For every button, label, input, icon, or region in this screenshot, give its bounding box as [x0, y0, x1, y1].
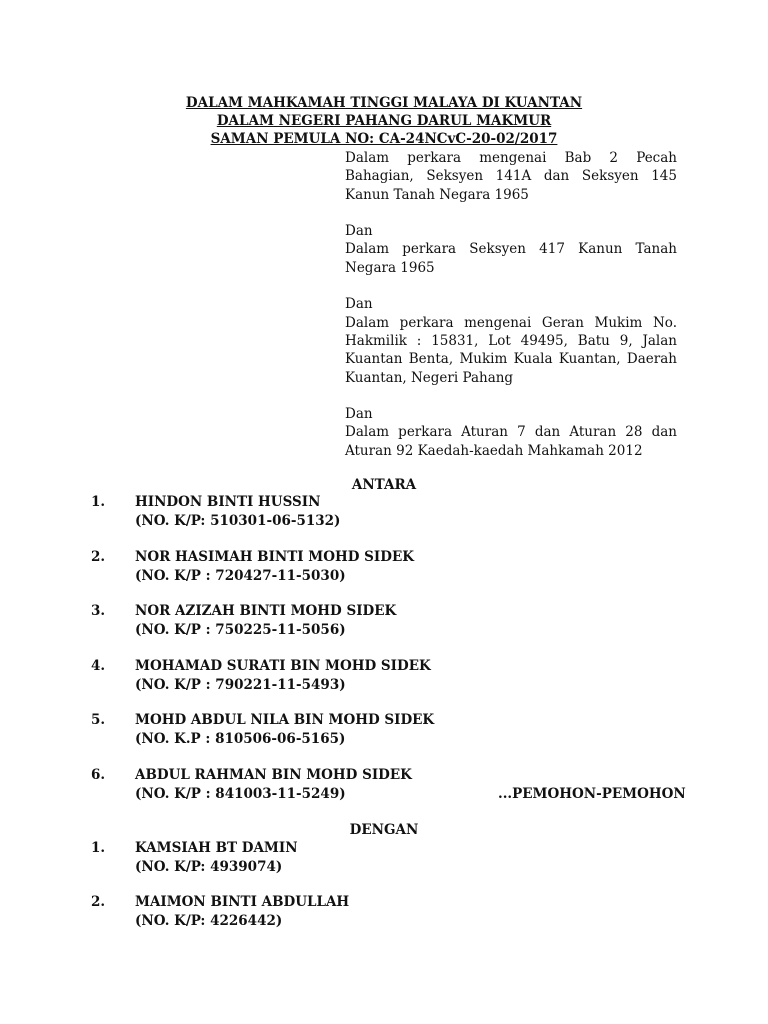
party-name: HINDON BINTI HUSSIN	[135, 494, 321, 510]
party-ic: (NO. K/P: 510301-06-5132)	[135, 513, 341, 529]
party-name: NOR HASIMAH BINTI MOHD SIDEK	[135, 549, 414, 565]
matter-1: Dalam perkara mengenai Bab 2 Pecah Bahagian, Seksyen 141A dan Seksyen 145 Kanun Tanah Negara 1965	[345, 150, 677, 203]
party-name: MAIMON BINTI ABDULLAH	[135, 894, 350, 910]
matter-conjunction: Dan	[345, 223, 373, 240]
matter-conjunction: Dan	[345, 296, 373, 313]
state-title: DALAM NEGERI PAHANG DARUL MAKMUR	[216, 113, 552, 129]
party-number: 6.	[91, 767, 106, 783]
party-ic: (NO. K/P: 4226442)	[135, 913, 283, 929]
antara-label: ANTARA	[351, 477, 417, 493]
party-number: 2.	[91, 894, 106, 910]
party-number: 1.	[91, 494, 106, 510]
applicants-role: ...PEMOHON-PEMOHON	[498, 786, 686, 802]
party-number: 5.	[91, 712, 106, 728]
matter-2: Dalam perkara Seksyen 417 Kanun Tanah Negara 1965	[345, 241, 677, 276]
matters-block	[345, 149, 677, 460]
party-number: 4.	[91, 658, 106, 674]
party-number: 3.	[91, 603, 106, 619]
matter-3: Dalam perkara mengenai Geran Mukim No. Hakmilik : 15831, Lot 49495, Batu 9, Jalan Kuantan Benta, Mukim Kuala Kuantan, Daerah Kuantan, Negeri Pahang	[345, 314, 677, 386]
dengan-label: DENGAN	[349, 822, 419, 838]
case-number: SAMAN PEMULA NO: CA-24NCvC-20-02/2017	[210, 131, 558, 147]
party-name: MOHAMAD SURATI BIN MOHD SIDEK	[135, 658, 431, 674]
party-name: KAMSIAH BT DAMIN	[135, 840, 298, 856]
party-number: 1.	[91, 840, 106, 856]
party-ic: (NO. K/P: 4939074)	[135, 859, 283, 875]
party-ic: (NO. K/P : 720427-11-5030)	[135, 568, 346, 584]
matter-4: Dalam perkara Aturan 7 dan Aturan 28 dan Aturan 92 Kaedah-kaedah Mahkamah 2012	[345, 424, 677, 459]
party-ic: (NO. K/P : 750225-11-5056)	[135, 622, 346, 638]
party-name: NOR AZIZAH BINTI MOHD SIDEK	[135, 603, 397, 619]
party-ic: (NO. K/P : 841003-11-5249)	[135, 786, 346, 802]
court-title: DALAM MAHKAMAH TINGGI MALAYA DI KUANTAN	[185, 95, 583, 111]
party-ic: (NO. K/P : 790221-11-5493)	[135, 677, 346, 693]
matter-conjunction: Dan	[345, 406, 373, 423]
party-name: MOHD ABDUL NILA BIN MOHD SIDEK	[135, 712, 435, 728]
party-name: ABDUL RAHMAN BIN MOHD SIDEK	[135, 767, 412, 783]
party-ic: (NO. K.P : 810506-06-5165)	[135, 731, 346, 747]
party-number: 2.	[91, 549, 106, 565]
